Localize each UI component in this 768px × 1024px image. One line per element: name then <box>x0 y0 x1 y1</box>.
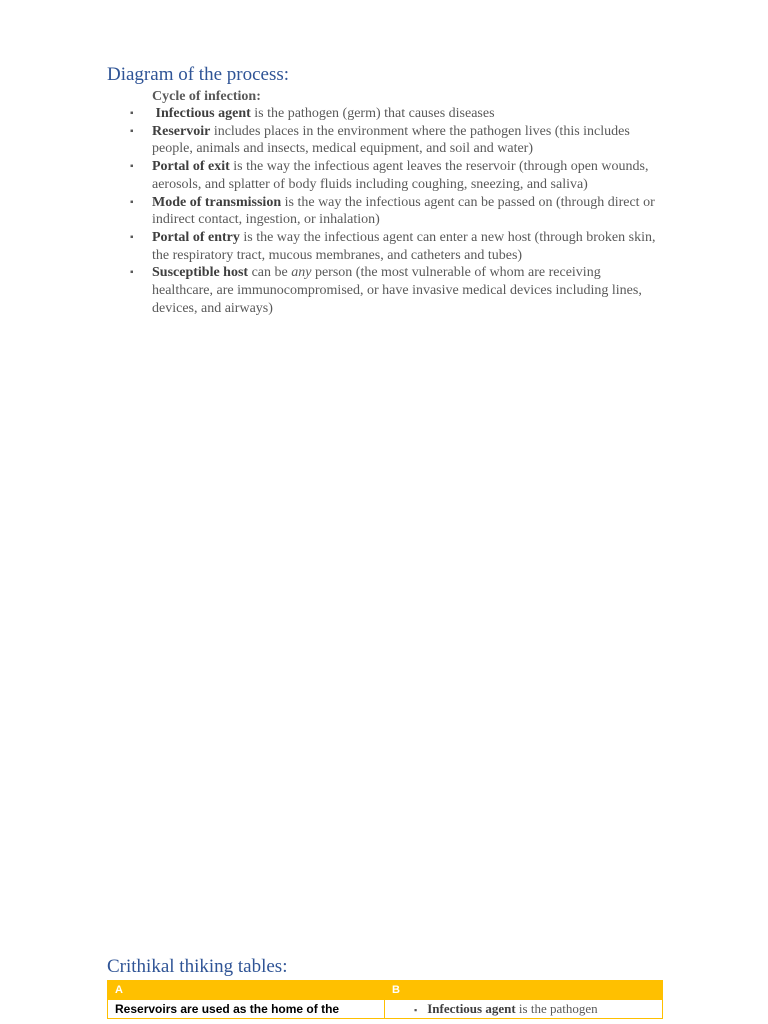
square-bullet-icon: ▪ <box>130 125 134 137</box>
list-item-reservoir <box>130 123 665 158</box>
list-item-susceptible-host <box>130 264 665 317</box>
heading-diagram-of-process: Diagram of the process: <box>107 64 290 85</box>
critical-thinking-table <box>107 980 663 1019</box>
term-portal-of-entry: Portal of entry <box>152 229 240 245</box>
square-bullet-icon: ▪ <box>130 108 134 119</box>
table-row <box>108 1000 663 1019</box>
term-reservoir: Reservoir <box>152 123 211 139</box>
square-bullet-icon: ▪ <box>130 196 134 208</box>
column-header-a: A <box>108 981 385 1000</box>
desc-portal-of-exit: is the way the infectious agent leaves the reservoir (through open wounds, aerosols, and splatter of body fluids including coughing, sneezing, and saliva) <box>152 159 649 192</box>
cycle-of-infection-list <box>130 105 665 317</box>
table-cell-a: Reservoirs are used as the home of the <box>108 1000 385 1019</box>
list-item-mode-of-transmission <box>130 194 665 229</box>
table-header-row <box>108 981 663 1000</box>
square-bullet-icon: ▪ <box>130 231 134 243</box>
desc-susceptible-host-after: person (the most vulnerable of whom are receiving healthcare, are immunocompromised, or have invasive medical devices including lines, devices, and airways) <box>152 265 642 316</box>
table-cell-b <box>385 1000 663 1019</box>
cycle-of-infection-title: Cycle of infection: <box>152 89 261 104</box>
term-portal-of-exit: Portal of exit <box>152 159 230 175</box>
term-infectious-agent: Infectious agent <box>155 106 251 121</box>
table-desc-infectious-agent: is the pathogen <box>515 1001 598 1016</box>
table-term-infectious-agent: Infectious agent <box>427 1001 516 1016</box>
emphasis-any: any <box>291 265 312 281</box>
list-item-portal-of-exit <box>130 158 665 193</box>
desc-susceptible-host-before: can be <box>248 265 292 281</box>
column-header-b: B <box>385 981 663 1000</box>
square-bullet-icon: ▪ <box>414 1005 418 1015</box>
term-mode-of-transmission: Mode of transmission <box>152 194 282 210</box>
list-item-infectious-agent <box>130 105 665 123</box>
desc-infectious-agent: is the pathogen (germ) that causes diseases <box>250 106 495 121</box>
term-susceptible-host: Susceptible host <box>152 265 249 281</box>
square-bullet-icon: ▪ <box>130 267 134 279</box>
desc-mode-of-transmission: is the way the infectious agent can be passed on (through direct or indirect contact, ingestion, or inhalation) <box>152 194 655 228</box>
desc-reservoir: includes places in the environment where the pathogen lives (this includes people, animals and insects, medical equipment, and soil and water) <box>152 123 630 157</box>
list-item-portal-of-entry <box>130 229 665 264</box>
heading-critical-thinking-tables: Crithikal thiking tables: <box>107 956 288 977</box>
desc-portal-of-entry: is the way the infectious agent can enter a new host (through broken skin, the respiratory tract, mucous membranes, and catheters and tubes) <box>152 229 656 263</box>
square-bullet-icon: ▪ <box>130 161 134 173</box>
